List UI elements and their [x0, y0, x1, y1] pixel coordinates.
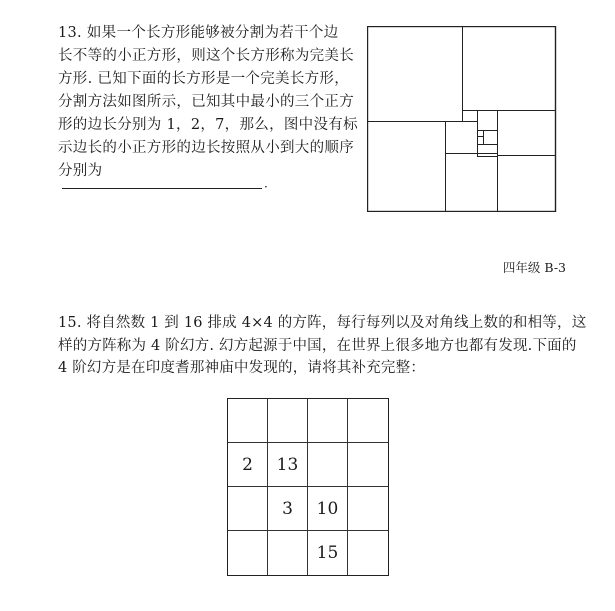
square	[368, 122, 446, 212]
problem-13-line: 分割方法如图所示，已知其中最小的三个正方	[58, 94, 354, 110]
magic-square-cell[interactable]: 10	[308, 487, 348, 531]
magic-square-cell[interactable]	[348, 531, 388, 575]
problem-15-line: 样的方阵称为 4 阶幻方. 幻方起源于中国，在世界上很多地方也都有发现.下面的	[58, 337, 577, 354]
magic-square-cell[interactable]	[268, 531, 308, 575]
problem-13-line: 长不等的小正方形，则这个长方形称为完美长	[58, 48, 354, 64]
problem-13-line: 13. 如果一个长方形能够被分割为若干个边	[58, 25, 339, 41]
problem-13-line: 示边长的小正方形的边长按照从小到大的顺序	[58, 140, 354, 156]
magic-square-cell[interactable]	[348, 399, 388, 443]
magic-square-cell[interactable]: 13	[268, 443, 308, 487]
problem-13-line: 形的边长分别为 1，2，7，那么，图中没有标	[58, 117, 358, 133]
square	[446, 122, 478, 154]
square	[446, 154, 498, 212]
problem-13-line: 分别为	[58, 163, 103, 179]
problem-13-line: 方形. 已知下面的长方形是一个完美长方形，	[58, 71, 350, 87]
page-label: 四年级 B-3	[502, 260, 566, 275]
problem-15-line: 15. 将自然数 1 到 16 排成 4×4 的方阵，每行每列以及对角线上数的和相等，这	[58, 315, 587, 331]
magic-square-cell[interactable]	[308, 399, 348, 443]
square	[498, 156, 556, 212]
magic-square-cell[interactable]	[348, 487, 388, 531]
perfect-rectangle-figure	[367, 26, 557, 212]
square	[498, 111, 556, 156]
magic-square-cell[interactable]	[348, 443, 388, 487]
answer-blank-line[interactable]	[62, 188, 262, 189]
square	[478, 145, 498, 157]
magic-square-cell[interactable]	[268, 399, 308, 443]
answer-dot: ·	[264, 180, 268, 194]
square	[484, 131, 498, 145]
problem-13-text	[58, 22, 358, 183]
problem-15-line: 4 阶幻方是在印度耆那神庙中发现的，请将其补充完整：	[58, 360, 426, 376]
magic-square-cell[interactable]: 15	[308, 531, 348, 575]
magic-square-cell[interactable]	[308, 443, 348, 487]
magic-square-cell[interactable]: 2	[228, 443, 268, 487]
magic-square-cell[interactable]: 3	[268, 487, 308, 531]
problem-15-text	[58, 312, 587, 380]
square	[478, 111, 498, 131]
square	[463, 27, 556, 111]
magic-square-cell[interactable]	[228, 399, 268, 443]
magic-square-grid	[227, 398, 389, 576]
magic-square-cell[interactable]	[228, 487, 268, 531]
square-smallest	[478, 131, 484, 137]
square-large	[368, 27, 463, 122]
magic-square-cell[interactable]	[228, 531, 268, 575]
outer-rectangle	[368, 27, 556, 212]
